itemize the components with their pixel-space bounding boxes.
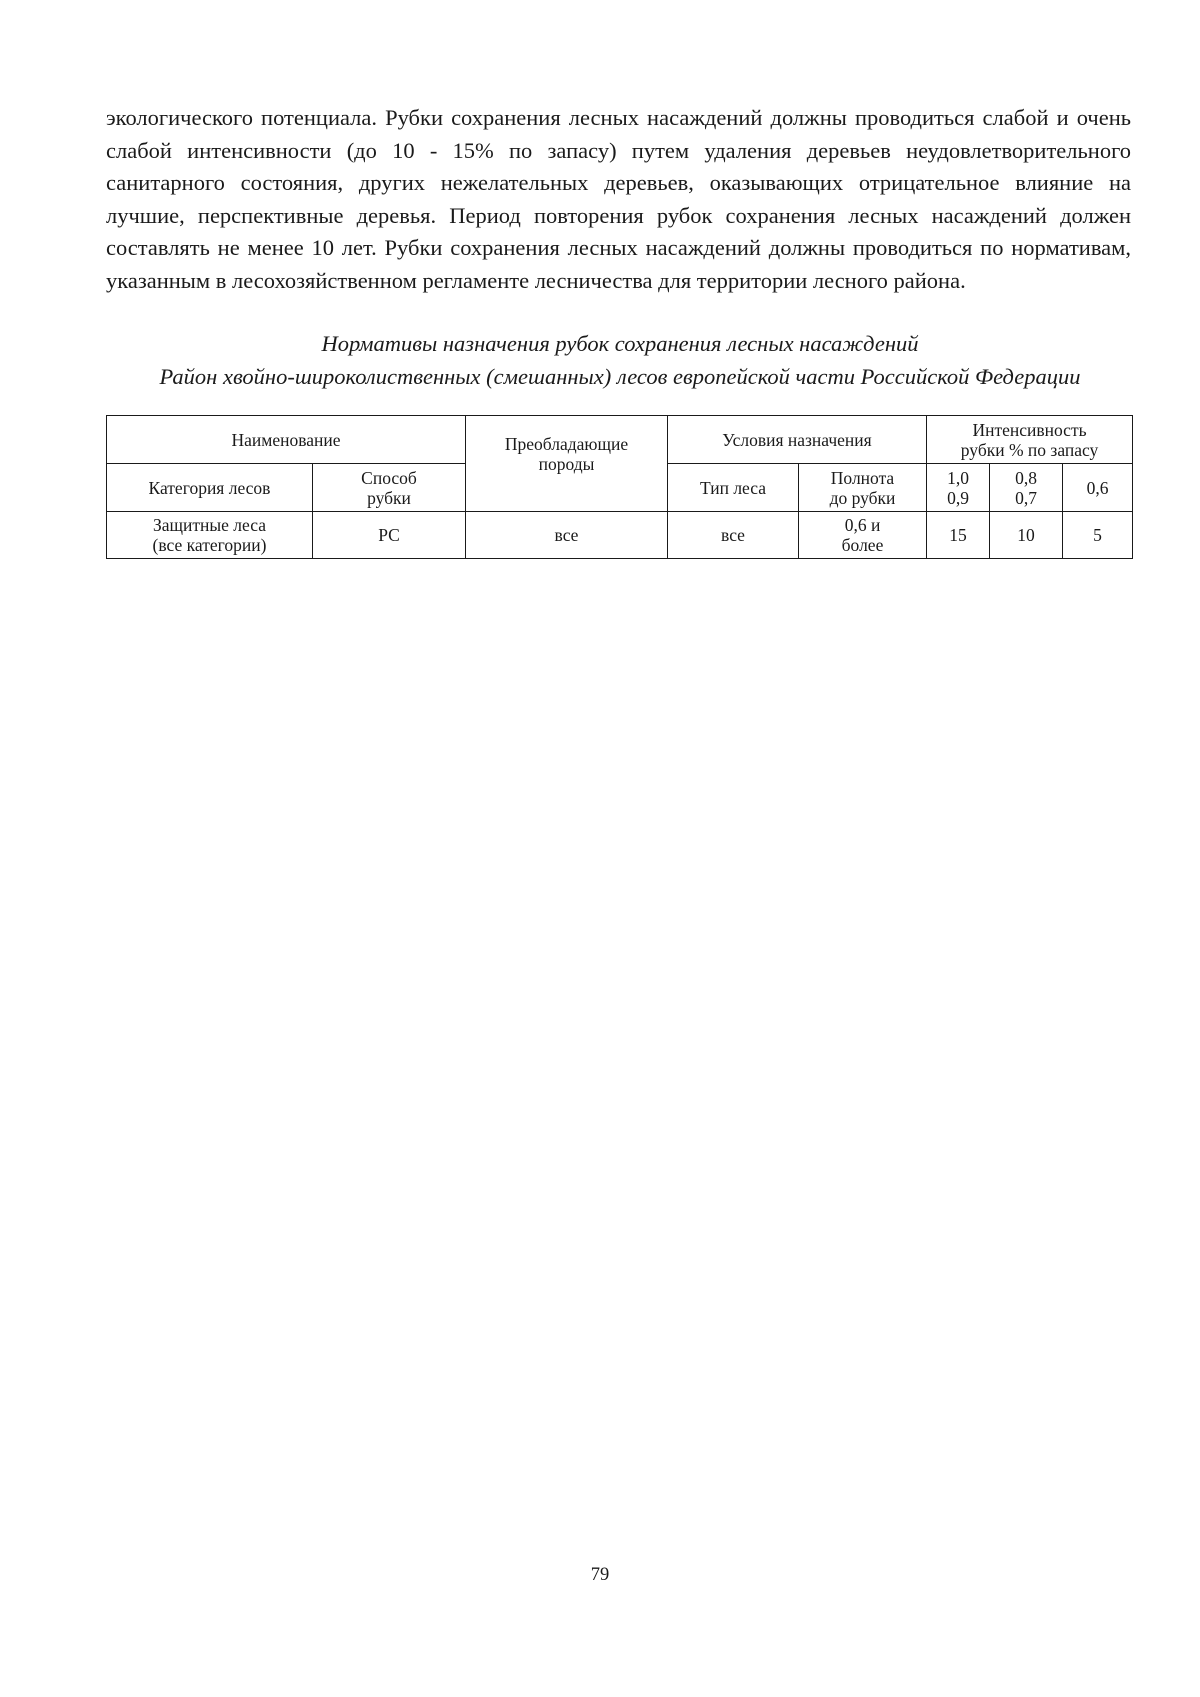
cell-category-line1: Защитные леса xyxy=(153,515,266,535)
header-density-2-line2: 0,7 xyxy=(1015,487,1037,508)
header-intensity xyxy=(927,416,1133,464)
header-density-1 xyxy=(927,464,990,512)
header-density-3: 0,6 xyxy=(1063,464,1133,512)
table-caption-region: Район хвойно-широколиственных (смешанных) лесов европейской части Российской Федерации xyxy=(159,364,1081,389)
header-density-1-line1: 1,0 xyxy=(947,467,969,488)
cell-dominant-species: все xyxy=(466,512,668,559)
header-category: Категория лесов xyxy=(107,464,313,512)
cell-category xyxy=(107,512,313,559)
cell-intensity-1: 15 xyxy=(927,512,990,559)
header-method-line2: рубки xyxy=(367,487,411,508)
header-density-2 xyxy=(990,464,1063,512)
header-row-1 xyxy=(107,416,1133,464)
cell-intensity-3: 5 xyxy=(1063,512,1133,559)
header-name: Наименование xyxy=(107,416,466,464)
cell-forest-type: все xyxy=(668,512,799,559)
header-density-2-line1: 0,8 xyxy=(1015,467,1037,488)
cell-density-line1: 0,6 и xyxy=(844,515,881,535)
cell-density-line2: более xyxy=(841,535,884,555)
header-dominant-species xyxy=(466,416,668,512)
body-paragraph: экологического потенциала. Рубки сохранения лесных насаждений должны проводиться слабой и очень слабой интенсивности (до 10 - 15% по запасу) путем удаления деревьев неудовлетворительного санитарного состояния, других нежелательных деревьев, оказывающих отрицательное влияние на лучшие, перспективные деревья. Период повторения рубок сохранения лесных насаждений должен составлять не менее 10 лет. Рубки сохранения лесных насаждений должны проводиться по нормативам, указанным в лесохозяйственном регламенте лесничества для территории лесного района. xyxy=(106,105,1131,293)
header-dominant-species-text: Преобладающие породы xyxy=(504,433,629,474)
header-method-line1: Способ xyxy=(361,467,417,488)
table-caption-title: Нормативы назначения рубок сохранения лесных насаждений xyxy=(321,331,919,356)
header-method xyxy=(313,464,466,512)
header-intensity-line2: рубки % по запасу xyxy=(960,439,1099,460)
header-density-1-line2: 0,9 xyxy=(947,487,969,508)
cell-category-line2: (все категории) xyxy=(152,535,267,555)
header-intensity-line1: Интенсивность xyxy=(972,419,1087,440)
cutting-norms-table xyxy=(106,415,1133,559)
header-density xyxy=(799,464,927,512)
header-density-line2: до рубки xyxy=(829,487,896,508)
table-row xyxy=(107,512,1133,559)
cell-density xyxy=(799,512,927,559)
cell-method: РС xyxy=(313,512,466,559)
page-number: 79 xyxy=(590,1565,610,1585)
header-forest-type: Тип леса xyxy=(668,464,799,512)
header-density-line1: Полнота xyxy=(830,467,895,488)
header-conditions: Условия назначения xyxy=(668,416,927,464)
cell-intensity-2: 10 xyxy=(990,512,1063,559)
